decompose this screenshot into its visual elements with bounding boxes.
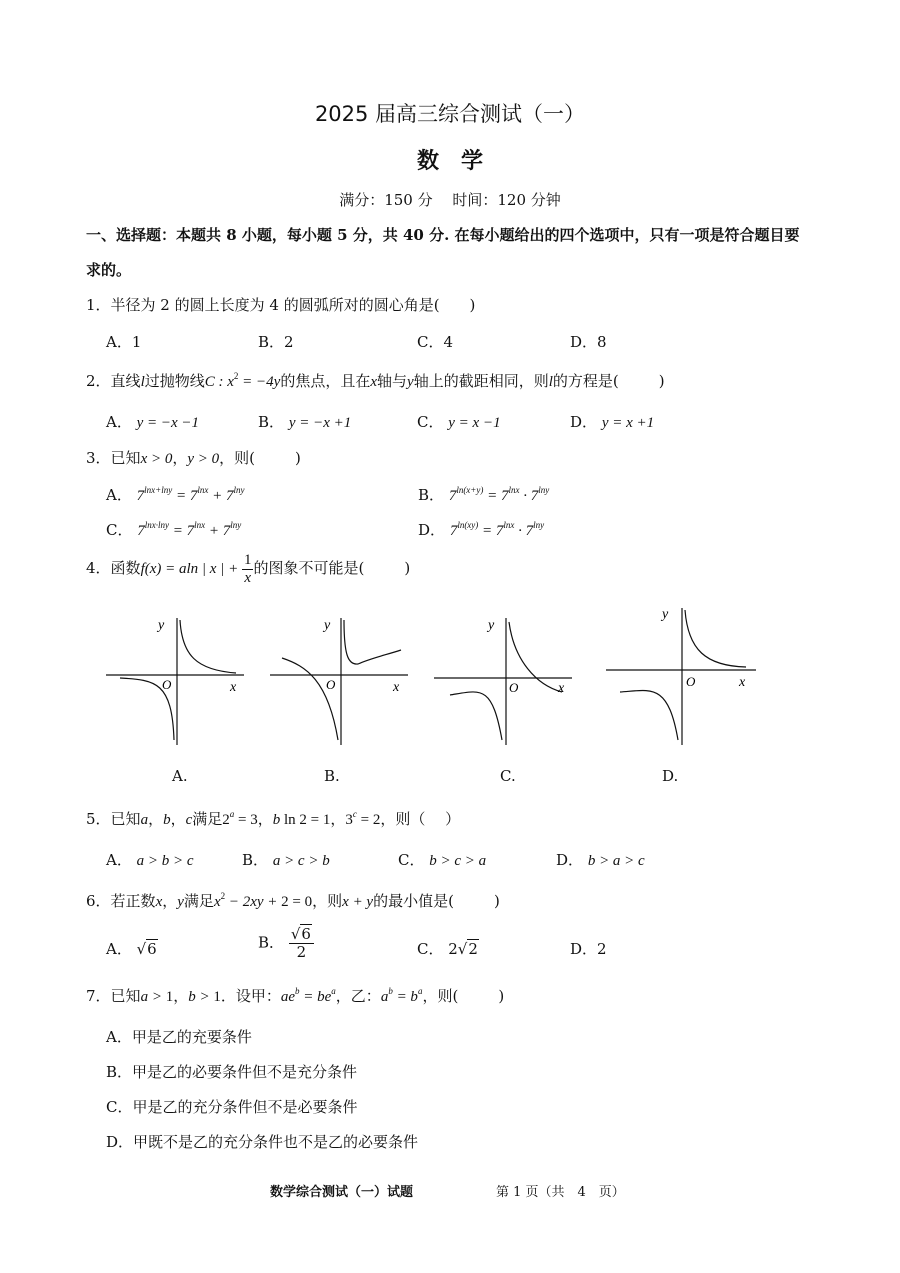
q4-graphs [96,600,776,760]
graph-c-origin: O [509,680,519,695]
q6-option-c: C． 2√2 [417,940,478,958]
q7-option-c: C．甲是乙的充分条件但不是必要条件 [106,1098,358,1116]
q2-stem: 2．直线l过抛物线C : $x^2 = -4y$的焦点，且在x轴与y轴上的截距相同，则l的方程是( ) [86,371,665,390]
q2-option-b: B． y = −x +1 [258,413,352,431]
q6-option-b: B． $\frac{√6}{2}$ [258,926,314,961]
q2-option-d: D． y = x +1 [570,413,655,431]
q7-option-a: A．甲是乙的充要条件 [106,1028,252,1046]
q1-option-b: B．2 [258,333,294,351]
graph-d-label: D. [662,767,679,785]
q5-option-d: D． b > a > c [556,851,645,869]
q1-option-d: D．8 [570,333,607,351]
section-instruction-line1: 一、选择题：本题共 8 小题，每小题 5 分，共 40 分. 在每小题给出的四个选项中，只有一项是符合题目要 [86,226,800,244]
subject-title: 数 学 [416,149,483,174]
q5-option-b: B． a > c > b [242,851,330,869]
graph-c-x-label: x [558,681,565,696]
section-instruction-line2: 求的。 [86,261,132,279]
q1-option-a: A．1 [106,333,142,351]
graph-a-label: A. [172,767,188,785]
graph-b-x-label: x [393,680,400,695]
q2-option-c: C． y = x −1 [417,413,501,431]
graph-a-x-label: x [230,680,237,695]
exam-meta: 满分：150 分 时间：120 分钟 [339,191,561,209]
q7-stem: 7．已知a > 1，b > 1．设甲：$ae^b = be^a$，乙：$a^b = b^a$，则( ) [86,986,505,1005]
q5-option-a: A． a > b > c [106,851,194,869]
q2-option-a: A． y = −x −1 [106,413,200,431]
graph-d-x-label: x [739,675,746,690]
q3-option-b: B． $7^{ln(x+y)} = 7^{lnx} \cdot 7^{lny}$ [418,485,550,504]
q1-option-c: C．4 [417,333,454,351]
q5-option-c: C． b > c > a [398,851,487,869]
q3-option-a: A． $7^{lnx+lny} = 7^{lnx} + 7^{lny}$ [106,485,245,504]
graph-a-y-label: y [158,618,165,633]
q3-stem: 3．已知x > 0，y > 0，则( ) [86,449,301,467]
q5-stem: 5．已知a，b，c满足$2^a = 3$，b ln 2 = 1，$3^c = 2$，则（ ） [86,809,461,828]
graph-b-y-label: y [324,618,331,633]
graph-b-label: B. [324,767,340,785]
graph-b [270,618,408,745]
q6-option-d: D．2 [570,940,607,958]
graph-d-origin: O [686,674,696,689]
q7-option-b: B．甲是乙的必要条件但不是充分条件 [106,1063,358,1081]
q6-stem: 6．若正数x，y满足$x^2 - 2xy + 2 = 0$，则x + y的最小值是( ) [86,891,500,910]
graph-a [106,618,244,745]
graph-c-y-label: y [488,618,495,633]
q3-option-d: D． $7^{ln(xy)} = 7^{lnx} \cdot 7^{lny}$ [418,520,545,539]
graph-d-y-label: y [662,607,669,622]
exam-title: 2025 届高三综合测试（一） [314,102,586,126]
graph-b-origin: O [326,677,336,692]
graph-d [606,608,756,745]
footer-page: 第 1 页（共 4 页） [496,1185,625,1200]
q7-option-d: D．甲既不是乙的充分条件也不是乙的必要条件 [106,1133,419,1151]
graph-c-label: C. [500,767,516,785]
q1-stem: 1．半径为 2 的圆上长度为 4 的圆弧所对的圆心角是( ) [86,296,476,314]
q3-option-c: C． $7^{lnx\cdot lny} = 7^{lnx} + 7^{lny}$ [106,520,242,539]
footer-title: 数学综合测试（一）试题 [270,1185,414,1200]
q4-stem: 4．函数f(x) = aln | x | + $\frac{1}{x}$ 的图象不可能是( ) [86,551,411,586]
q6-option-a: A． √6 [106,940,157,958]
graph-c [434,618,572,745]
graph-a-origin: O [162,677,172,692]
